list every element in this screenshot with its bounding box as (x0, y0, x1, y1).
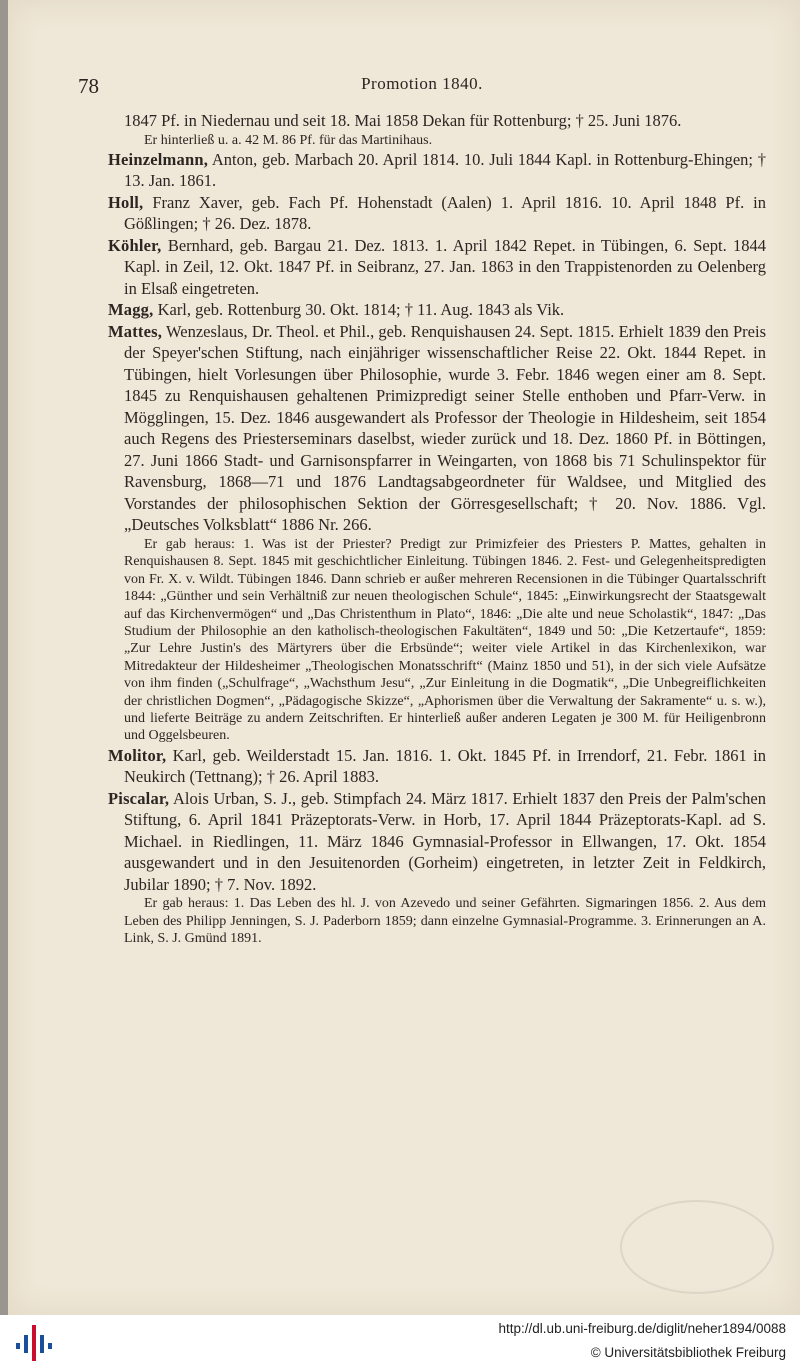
entry-name: Köhler, (108, 235, 162, 255)
note-text: Er gab heraus: 1. Das Leben des hl. J. von Azevedo und seiner Gefährten. Sigmaringen 1856. 2. Aus dem Leben des Philipp Jenningen, S. J. Paderborn 1859; dann einzelne Gymnasial-Programme. 3. Erinnerungen an A. Link, S. J. Gmünd 1891. (124, 896, 766, 947)
entry-name: Piscalar, (108, 788, 170, 808)
running-head: Promotion 1840. (361, 74, 483, 93)
footnote-paragraph (84, 132, 766, 149)
entry-name: Holl, (108, 192, 144, 212)
entry-text: Karl, geb. Weilderstadt 15. Jan. 1816. 1. Okt. 1845 Pf. in Irrendorf, 21. Febr. 1861 in Neukirch (Tettnang); † 26. April 1883. (124, 745, 766, 787)
note-text: Er hinterließ u. a. 42 M. 86 Pf. für das Martinihaus. (144, 132, 433, 148)
entry-text: Anton, geb. Marbach 20. April 1814. 10. Juli 1844 Kapl. in Rottenburg-Ehingen; † 13. Jan. 1861. (124, 149, 766, 191)
biography-entry (84, 192, 766, 235)
source-url[interactable]: http://dl.ub.uni-freiburg.de/diglit/neher1894/0088 (498, 1321, 786, 1336)
note-text: Er gab heraus: 1. Was ist der Priester? Predigt zur Primizfeier des Priesters P. Mattes, gehalten in Renquishausen 8. Sept. 1845 mit geschichtlicher Einleitung. Tübingen 1846. 2. Fest- und Gelegenheitspredigten von Fr. X. v. Wildt. Tübingen 1846. Dann schrieb er außer mehreren Recensionen in die Tübinger Quartalsschrift 1844: „Günther und sein Verhältniß zur neuen theologischen Schule“, 1845: „Einwirkungsrecht der Staatsgewalt auf das Kirchenvermögen“ und „Das Christenthum in Plato“, 1846: „Die alte und neue Scholastik“, 1847: „Das Studium der Philosophie an den katholisch-theologischen Fakultäten“, 1849 und 50: „Die Ketzertaufe“, 1859: „Zur Lehre Justin's des Märtyrers über die Erbsünde“; weiter viele Artikel in das Kirchenlexikon, war Mitredakteur der Hildesheimer „Theologischen Monatsschrift“ (Mainz 1850 und 51), in der sich viele Aufsätze von ihm finden („Schulfrage“, „Wachsthum Jesu“, „Zur Einleitung in die Dogmatik“, „Die Unbegreiflichkeiten der christlichen Dogmen“, „Pädagogische Skizze“, „Aphorismen über die Verwaltung der Sakramente“ u. s. w.), und lieferte Beiträge zu andern Zeitschriften. Er hinterließ außer anderen Legaten je 300 M. für Heiligenbronn und Oggelsbeuren. (124, 536, 766, 744)
entry-name: Molitor, (108, 745, 167, 765)
entry-name: Magg, (108, 300, 154, 320)
biography-entry (84, 745, 766, 788)
entry-text: 1847 Pf. in Niedernau und seit 18. Mai 1858 Dekan für Rottenburg; † 25. Juni 1876. (124, 111, 682, 130)
entry-name: Mattes, (108, 321, 163, 341)
biography-entry (84, 235, 766, 300)
entry-text: Wenzeslaus, Dr. Theol. et Phil., geb. Renquishausen 24. Sept. 1815. Erhielt 1839 den Preis der Speyer'schen Stiftung, nach einjähriger wissenschaftlicher Reise 22. Okt. 1844 Repet. in Tübingen, hielt Vorlesungen über Philosophie, wurde 3. Febr. 1846 wegen einer am 8. Sept. 1845 zu Renquishausen gehaltenen Primizpredigt seiner Stelle enthoben und Pfarr-Verw. in Mögglingen, 15. Dez. 1846 ausgewandert als Professor der Theologie in Hildesheim, seit 1854 auch Regens des Priesterseminars daselbst, wieder zurück und 18. Dez. 1860 Pf. in Böttingen, 27. Juni 1866 Stadt- und Garnisonspfarrer in Weingarten, von 1868 bis 71 Schulinspektor für Ravensburg, 1868—71 und 1876 Landtagsabgeordneter für Waldsee, und Mitglied des Vorstandes der philosophischen Sektion der Görresgesellschaft; † 20. Nov. 1886. Vgl. „Deutsches Volksblatt“ 1886 Nr. 266. (124, 321, 766, 535)
copyright-notice: © Universitätsbibliothek Freiburg (590, 1345, 786, 1360)
library-logo-icon (14, 1321, 54, 1363)
page-number: 78 (78, 74, 99, 98)
library-stamp (620, 1200, 774, 1294)
entry-text: Bernhard, geb. Bargau 21. Dez. 1813. 1. April 1842 Repet. in Tübingen, 6. Sept. 1844 Kapl. in Zeil, 12. Okt. 1847 Pf. in Seibranz, 27. Jan. 1863 in den Trappistenorden zu Oelenberg in Elsaß eingetreten. (124, 235, 766, 298)
entry-text: Karl, geb. Rottenburg 30. Okt. 1814; † 11. Aug. 1843 als Vik. (153, 300, 565, 320)
entry-text: Alois Urban, S. J., geb. Stimpfach 24. März 1817. Erhielt 1837 den Preis der Palm'schen Stiftung, 6. April 1841 Präzeptorats-Verw. in Horb, 17. April 1844 Präzeptorats-Kapl. ad S. Michael. in Riedlingen, 11. März 1846 Gymnasial-Professor in Ellwangen, 17. Okt. 1854 ausgewandert und in den Jesuitenorden (Gorheim) eingetreten, in letzter Zeit in Feldkirch, Jubilar 1890; † 7. Nov. 1892. (124, 788, 766, 894)
biography-entry (84, 321, 766, 536)
scan-edge (0, 0, 8, 1315)
footnote-paragraph (84, 536, 766, 745)
page-body (84, 110, 766, 948)
biography-entry (84, 149, 766, 192)
footnote-paragraph (84, 895, 766, 947)
biography-entry (84, 299, 766, 321)
entry-text: Franz Xaver, geb. Fach Pf. Hohenstadt (Aalen) 1. April 1816. 10. April 1848 Pf. in Gößlingen; † 26. Dez. 1878. (124, 192, 766, 234)
biography-entry (84, 788, 766, 896)
continued-entry (84, 110, 766, 132)
page-header (78, 72, 766, 100)
viewer-footer (0, 1315, 800, 1369)
entry-name: Heinzelmann, (108, 149, 209, 169)
